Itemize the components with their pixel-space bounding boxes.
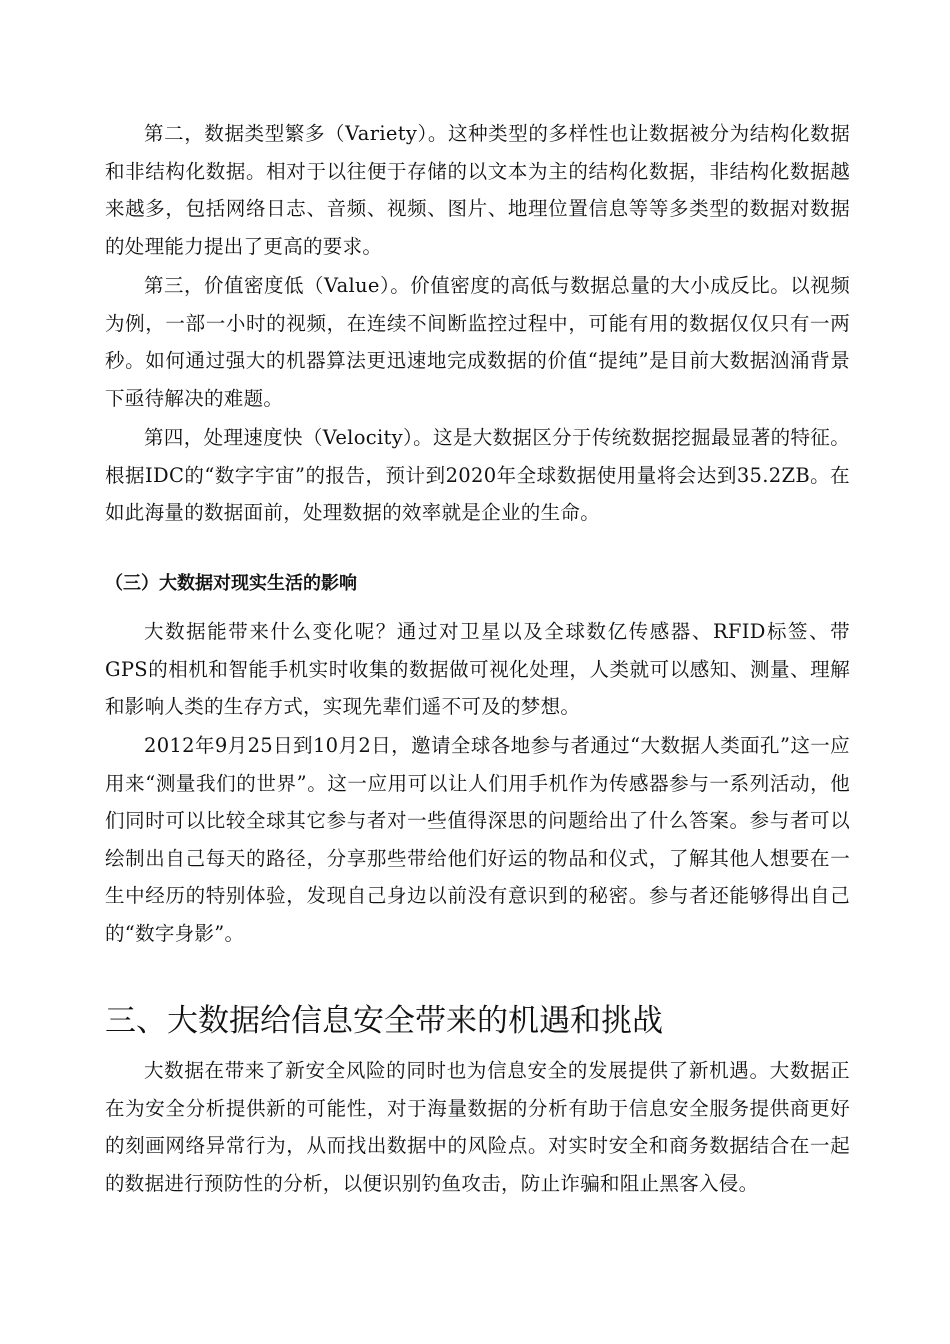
- paragraph-value: 第三，价值密度低（Value）。价值密度的高低与数据总量的大小成反比。以视频为例，一部一小时的视频，在连续不间断监控过程中，可能有用的数据仅仅只有一两秒。如何通过强大的机器算法更迅速地完成数据的价值“提纯”是目前大数据汹涌背景下亟待解决的难题。: [105, 274, 850, 410]
- paragraph-opportunity: 大数据在带来了新安全风险的同时也为信息安全的发展提供了新机遇。大数据正在为安全分析提供新的可能性，对于海量数据的分析有助于信息安全服务提供商更好的刻画网络异常行为，从而找出数据中的风险点。对实时安全和商务数据结合在一起的数据进行预防性的分析，以便识别钓鱼攻击，防止诈骗和阻止黑客入侵。: [105, 1059, 850, 1195]
- paragraph-change: 大数据能带来什么变化呢？通过对卫星以及全球数亿传感器、RFID标签、带GPS的相机和智能手机实时收集的数据做可视化处理，人类就可以感知、测量、理解和影响人类的生存方式，实现先辈们遥不可及的梦想。: [105, 620, 850, 718]
- subsection-heading: （三）大数据对现实生活的影响: [105, 573, 357, 594]
- paragraph-velocity: 第四，处理速度快（Velocity）。这是大数据区分于传统数据挖掘最显著的特征。根据IDC的“数字宇宙”的报告，预计到2020年全球数据使用量将会达到35.2ZB。在如此海量的数据面前，处理数据的效率就是企业的生命。: [105, 426, 850, 524]
- paragraph-event: 2012年9月25日到10月2日，邀请全球各地参与者通过“大数据人类面孔”这一应用来“测量我们的世界”。这一应用可以让人们用手机作为传感器参与一系列活动，他们同时可以比较全球其它参与者对一些值得深思的问题给出了什么答案。参与者可以绘制出自己每天的路径，分享那些带给他们好运的物品和仪式，了解其他人想要在一生中经历的特别体验，发现自己身边以前没有意识到的秘密。参与者还能够得出自己的“数字身影”。: [105, 734, 850, 945]
- paragraph-variety: 第二，数据类型繁多（Variety）。这种类型的多样性也让数据被分为结构化数据和非结构化数据。相对于以往便于存储的以文本为主的结构化数据，非结构化数据越来越多，包括网络日志、音频、视频、图片、地理位置信息等等多类型的数据对数据的处理能力提出了更高的要求。: [105, 122, 850, 258]
- section-heading: 三、大数据给信息安全带来的机遇和挑战: [105, 1003, 663, 1039]
